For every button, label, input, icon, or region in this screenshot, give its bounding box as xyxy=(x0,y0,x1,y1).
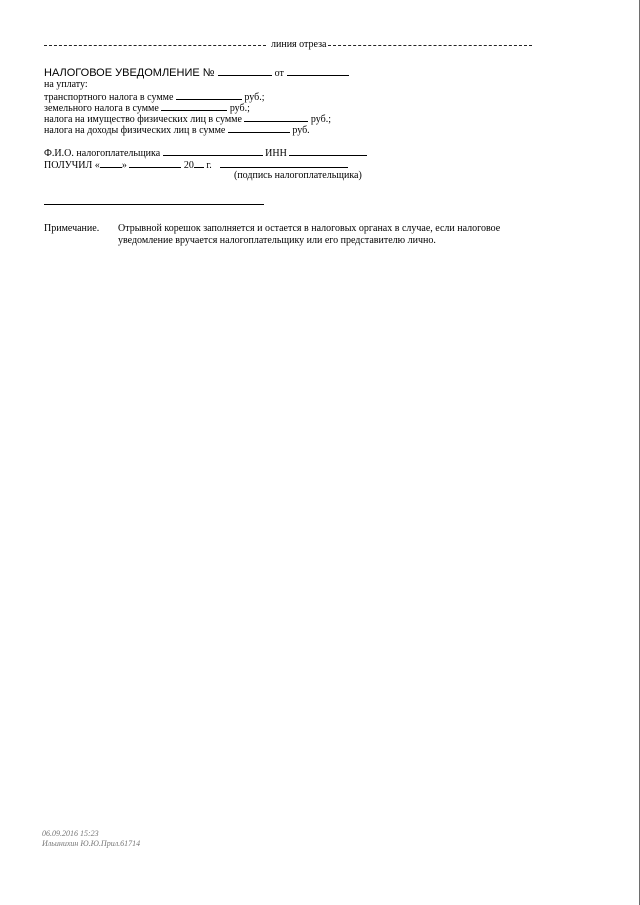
tax-unit: руб.; xyxy=(310,114,332,125)
notice-from-label: от xyxy=(274,68,284,79)
notice-title-line xyxy=(44,66,349,79)
inn-field[interactable] xyxy=(289,146,367,156)
payment-header: на уплату: xyxy=(44,79,88,90)
fio-field[interactable] xyxy=(163,146,263,156)
tax-label: земельного налога в сумме xyxy=(44,103,159,114)
year-suffix: г. xyxy=(206,160,212,171)
section-separator xyxy=(44,204,264,205)
notice-date-field[interactable] xyxy=(287,66,349,76)
fio-label: Ф.И.О. налогоплательщика xyxy=(44,148,161,159)
print-stamp-author: Ильинихин Ю.Ю.Прил.61714 xyxy=(42,839,141,848)
cut-line-dash-left xyxy=(44,45,266,46)
tax-amount-field[interactable] xyxy=(228,123,290,133)
received-day-field[interactable] xyxy=(100,158,122,168)
received-quote: » xyxy=(121,160,127,171)
tax-unit: руб. xyxy=(292,125,310,136)
tax-label: налога на имущество физических лиц в сумме xyxy=(44,114,242,125)
tax-unit: руб.; xyxy=(244,92,265,103)
signature-caption: (подпись налогоплательщика) xyxy=(234,170,362,181)
cut-line-dash-right xyxy=(328,45,532,46)
note-text-line: Отрывной корешок заполняется и остается в налоговых органах в случае, если налоговое xyxy=(118,223,501,234)
tax-amount-field[interactable] xyxy=(161,101,227,111)
tax-label: транспортного налога в сумме xyxy=(44,92,174,103)
received-month-field[interactable] xyxy=(129,158,181,168)
cut-line xyxy=(44,39,532,51)
tax-line-income xyxy=(44,123,310,136)
tax-unit: руб.; xyxy=(229,103,250,114)
year-label: 20 xyxy=(183,160,194,171)
received-label: ПОЛУЧИЛ « xyxy=(44,160,100,171)
tax-amount-field[interactable] xyxy=(244,112,308,122)
notice-title: НАЛОГОВОЕ УВЕДОМЛЕНИЕ № xyxy=(44,67,215,79)
signature-field[interactable] xyxy=(220,158,348,168)
print-stamp-date: 06.09.2016 15:23 xyxy=(42,829,99,838)
cut-line-label: линия отреза xyxy=(271,39,327,50)
received-year-field[interactable] xyxy=(194,158,204,168)
note-label: Примечание. xyxy=(44,223,100,234)
note-text xyxy=(118,223,538,247)
tax-amount-field[interactable] xyxy=(176,90,242,100)
note-text-line: уведомление вручается налогоплательщику или его представителю лично. xyxy=(118,235,436,246)
tax-label: налога на доходы физических лиц в сумме xyxy=(44,125,226,136)
notice-number-field[interactable] xyxy=(218,66,272,76)
inn-label: ИНН xyxy=(265,148,287,159)
